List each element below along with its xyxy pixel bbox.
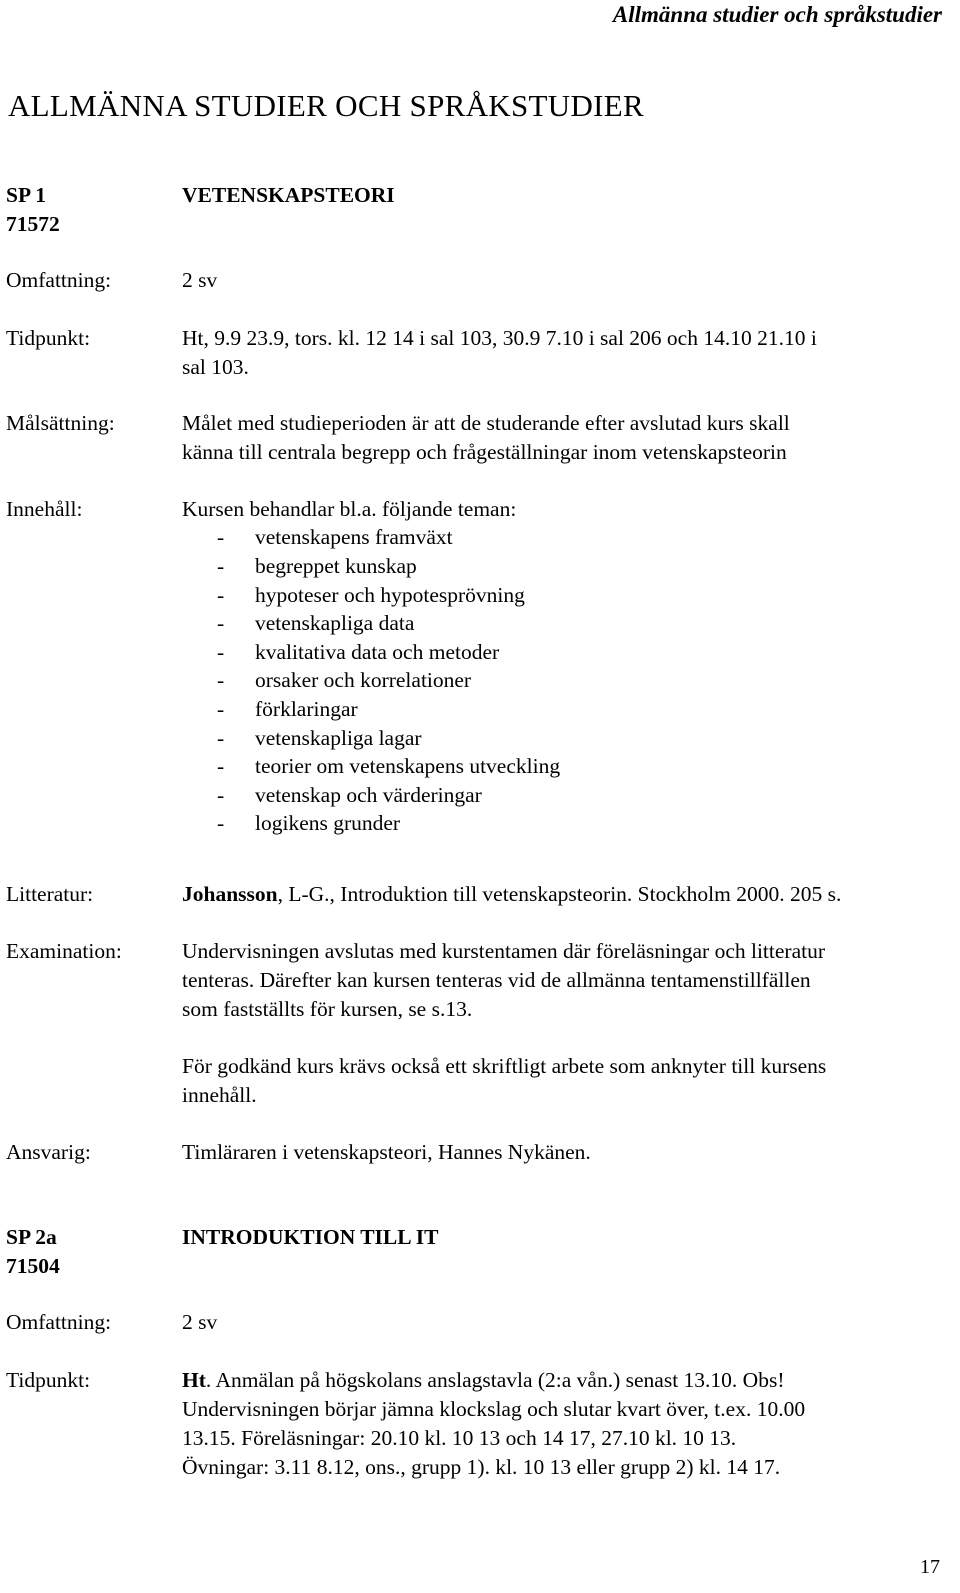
course2-code-line1: SP 2a (6, 1225, 57, 1249)
list-item (182, 724, 942, 753)
course2-title: INTRODUKTION TILL IT (182, 1225, 439, 1249)
list-dash: - (217, 582, 225, 607)
list-item-text: vetenskap och värderingar (255, 782, 482, 807)
course1-tidpunkt-line2: sal 103. (182, 355, 249, 379)
list-item (182, 666, 942, 695)
list-dash: - (217, 668, 225, 693)
course2-tidpunkt-line1-rest: . Anmälan på högskolans anslagstavla (2:a vån.) senast 13.10. Obs! (205, 1368, 785, 1392)
course1-godkand-line1: För godkänd kurs krävs också ett skriftligt arbete som anknyter till kursens (182, 1054, 827, 1078)
list-item (182, 523, 942, 552)
course1-innehall (182, 495, 942, 524)
course2-code (6, 1223, 60, 1281)
list-item-text: vetenskapliga lagar (255, 725, 422, 750)
course2-tidpunkt-bold: Ht (182, 1368, 206, 1392)
list-item-text: teorier om vetenskapens utveckling (255, 754, 561, 779)
topic-list (182, 523, 942, 838)
course2-omfattning: 2 sv (182, 1310, 218, 1334)
list-item-text: logikens grunder (255, 811, 401, 836)
list-item (182, 752, 942, 781)
course2-omfattning-label: Omfattning: (6, 1310, 112, 1334)
course1-examination-label: Examination: (6, 939, 122, 963)
course1-ansvarig: Timläraren i vetenskapsteori, Hannes Nykänen. (182, 1140, 591, 1164)
list-item-text: kvalitativa data och metoder (255, 639, 500, 664)
list-item-text: hypoteser och hypotesprövning (255, 582, 525, 607)
course1-examination (182, 937, 942, 1024)
course1-litteratur-author: Johansson (182, 882, 278, 906)
list-item-text: vetenskapliga data (255, 611, 415, 636)
course1-innehall-intro: Kursen behandlar bl.a. följande teman: (182, 497, 517, 521)
course2-tidpunkt (182, 1366, 942, 1482)
page-title: ALLMÄNNA STUDIER OCH SPRÅKSTUDIER (8, 88, 644, 123)
list-item-text: begreppet kunskap (255, 554, 417, 578)
list-item (182, 809, 942, 838)
list-dash: - (217, 754, 225, 779)
list-item (182, 552, 942, 581)
course1-litteratur-label: Litteratur: (6, 882, 94, 906)
course1-omfattning: 2 sv (182, 268, 218, 292)
course1-litteratur-rest: , L-G., Introduktion till vetenskapsteorin. Stockholm 2000. 205 s. (277, 882, 842, 906)
list-item (182, 581, 942, 610)
course2-code-line2: 71504 (6, 1254, 60, 1278)
course1-innehall-label: Innehåll: (6, 497, 83, 521)
running-header: Allmänna studier och språkstudier (612, 2, 942, 27)
course2-tidpunkt-line4: Övningar: 3.11 8.12, ons., grupp 1). kl. 10 13 eller grupp 2) kl. 14 17. (182, 1455, 781, 1479)
course1-litteratur (182, 880, 942, 909)
course1-examination-line2: tenteras. Därefter kan kursen tenteras vid de allmänna tentamenstillfällen (182, 968, 811, 992)
course2-tidpunkt-line3: 13.15. Föreläsningar: 20.10 kl. 10 13 och 14 17, 27.10 kl. 10 13. (182, 1426, 737, 1450)
list-dash: - (217, 811, 225, 836)
list-item (182, 695, 942, 724)
course1-examination-line1: Undervisningen avslutas med kurstentamen där föreläsningar och litteratur (182, 939, 826, 963)
course2-tidpunkt-line1 (182, 1366, 942, 1395)
course1-tidpunkt-label: Tidpunkt: (6, 326, 91, 350)
list-item-text: vetenskapens framväxt (255, 525, 453, 549)
course1-tidpunkt-line1: Ht, 9.9 23.9, tors. kl. 12 14 i sal 103, 30.9 7.10 i sal 206 och 14.10 21.10 i (182, 326, 817, 350)
course1-code-line1: SP 1 (6, 183, 47, 207)
course1-tidpunkt (182, 324, 942, 382)
course1-title: VETENSKAPSTEORI (182, 183, 395, 207)
course1-code (6, 181, 60, 239)
list-dash: - (217, 554, 225, 578)
course2-tidpunkt-line2: Undervisningen börjar jämna klockslag och slutar kvart över, t.ex. 10.00 (182, 1397, 806, 1421)
course1-malsattning-label: Målsättning: (6, 411, 115, 435)
course1-malsattning-line1: Målet med studieperioden är att de studerande efter avslutad kurs skall (182, 411, 790, 435)
list-item (182, 609, 942, 638)
list-dash: - (217, 725, 225, 750)
page-number: 17 (920, 1556, 940, 1578)
list-item-text: förklaringar (255, 696, 358, 721)
list-dash: - (217, 696, 225, 721)
list-item-text: orsaker och korrelationer (255, 668, 472, 693)
course1-godkand-line2: innehåll. (182, 1083, 257, 1107)
course2-tidpunkt-label: Tidpunkt: (6, 1368, 91, 1392)
course1-malsattning (182, 409, 942, 467)
course1-ansvarig-label: Ansvarig: (6, 1140, 91, 1164)
list-dash: - (217, 611, 225, 636)
list-item (182, 781, 942, 810)
list-dash: - (217, 525, 225, 549)
course1-godkand (182, 1052, 942, 1110)
course1-omfattning-label: Omfattning: (6, 268, 112, 292)
course1-examination-line3: som fastställts för kursen, se s.13. (182, 997, 473, 1021)
list-dash: - (217, 782, 225, 807)
list-item (182, 638, 942, 667)
list-dash: - (217, 639, 225, 664)
course1-code-line2: 71572 (6, 212, 60, 236)
course1-malsattning-line2: känna till centrala begrepp och frågeställningar inom vetenskapsteorin (182, 440, 787, 464)
